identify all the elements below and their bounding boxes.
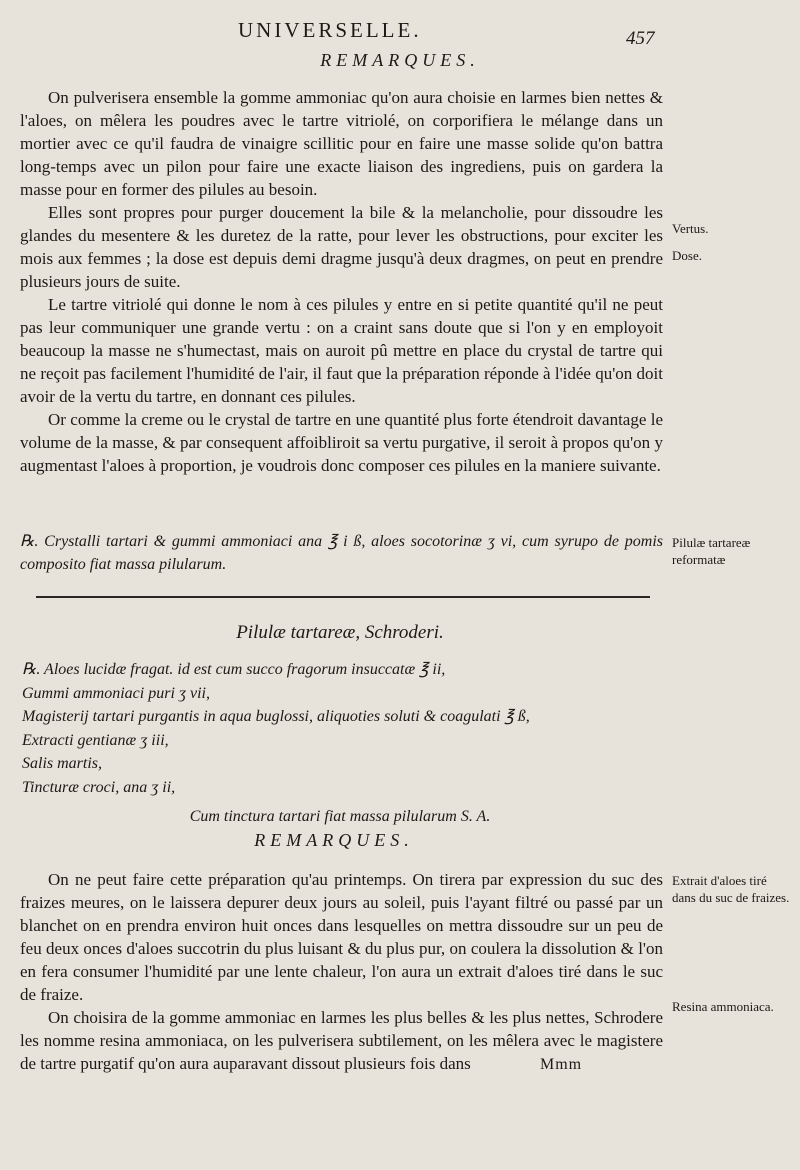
section1-body [20,86,663,477]
ingredient-1: ℞. Aloes lucidæ fragat. id est cum succo fragorum insuccatæ ℥ ii, [22,661,446,678]
recipe-closing: Cum tinctura tartari fiat massa pilularum S. A. [189,808,491,825]
section-divider [36,596,650,598]
ingredient-6: Tincturæ croci, ana ʒ ii, [22,778,176,796]
section-heading-remarques: REMARQUES. [320,50,480,70]
margin-note-dose: Dose. [672,248,702,263]
margin-note-pilulae: Pilulæ tartareæ reformatæ [672,535,751,567]
section-heading-remarques-2: REMARQUES. [254,830,414,850]
running-title: UNIVERSELLE. [238,18,422,42]
ingredient-list [22,658,665,799]
margin-note-resina: Resina ammoniaca. [672,999,774,1014]
paragraph-6: On choisira de la gomme ammoniac en larmes les plus belles & les plus nettes, Schrodere les nomme resina ammoniaca, on les pulverisera subtilement, on les mêlera avec le magistere de tartre purgatif qu'on aura auparavant dissout plusieurs fois dans [20,1008,663,1073]
paragraph-3: Le tartre vitriolé qui donne le nom à ces pilules y entre en si petite quantité qu'il ne peut pas leur communiquer une grande vertu : on a craint sans doute que si l'on y en employoit beaucoup la masse ne s'humectast, mais on auroit pû mettre en place du crystal de tartre qui ne reçoit pas facilement l'humidité de l'air, il faut que la préparation réponde à l'idée qu'on doit avoir de la vertu du tartre, en donnant ces pilules. [20,295,663,406]
ingredient-3: Magisterij tartari purgantis in aqua buglossi, aliquoties soluti & coagulati ℥ ß, [22,708,530,725]
paragraph-5: On ne peut faire cette préparation qu'au printemps. On tirera par expression du suc des fraizes meures, on le laissera depurer deux jours au soleil, puis l'ayant filtré ou passé par un blanchet on en prendra environ huit onces dans lesquelles on mettra dissoudre sur un peu de feu deux onces d'aloes succotrin du plus luisant & du plus pur, on coulera la dissolution & l'on en fera consumer l'humidité par une lente chaleur, l'on aura un extrait d'aloes tiré dans le suc de fraize. [20,870,663,1004]
margin-note-extrait: Extrait d'aloes tiré dans du suc de fraizes. [672,873,790,905]
paragraph-1: On pulverisera ensemble la gomme ammoniac qu'on aura choisie en larmes bien nettes & l'aloes, on mêlera les poudres avec le tartre vitriolé, on corporifiera le mélange dans un mortier avec ce qu'il faudra de vinaigre scillitic pour en faire une masse solide qu'on battra long-temps avec un pilon pour faire une exacte liaison des ingrediens, puis on gardera la masse pour en former des pilules au besoin. [20,88,663,199]
margin-note-vertus: Vertus. [672,221,709,236]
page-number: 457 [626,28,655,49]
ingredient-4: Extracti gentianæ ʒ iii, [22,731,169,749]
recipe-title: Pilulæ tartareæ, Schroderi. [236,622,444,643]
section2-body [20,868,663,1075]
paragraph-4: Or comme la creme ou le crystal de tartre en une quantité plus forte étendroit davantage le volume de la masse, & par consequent affoibliroit sa vertu purgative, il seroit à propos qu'on y augmentast l'aloes à proportion, je voudrois donc composer ces pilules en la maniere suivante. [20,410,663,475]
ingredient-5: Salis martis, [22,755,103,772]
ingredient-2: Gummi ammoniaci puri ʒ vii, [22,684,210,702]
recipe-text: ℞. Crystalli tartari & gummi ammoniaci ana ℥ i ß, aloes socotorinæ ʒ vi, cum syrupo de pomis composito fiat massa pilularum. [20,533,663,573]
signature-mark: Mmm [540,1056,583,1073]
paragraph-2: Elles sont propres pour purger doucement la bile & la melancholie, pour dissoudre les glandes du mesentere & les duretez de la ratte, pour lever les obstructions, pour exciter les mois aux femmes ; la dose est depuis demi dragme jusqu'à deux dragmes, on peut en prendre plusieurs jours de suite. [20,203,663,291]
recipe-block [20,530,663,576]
